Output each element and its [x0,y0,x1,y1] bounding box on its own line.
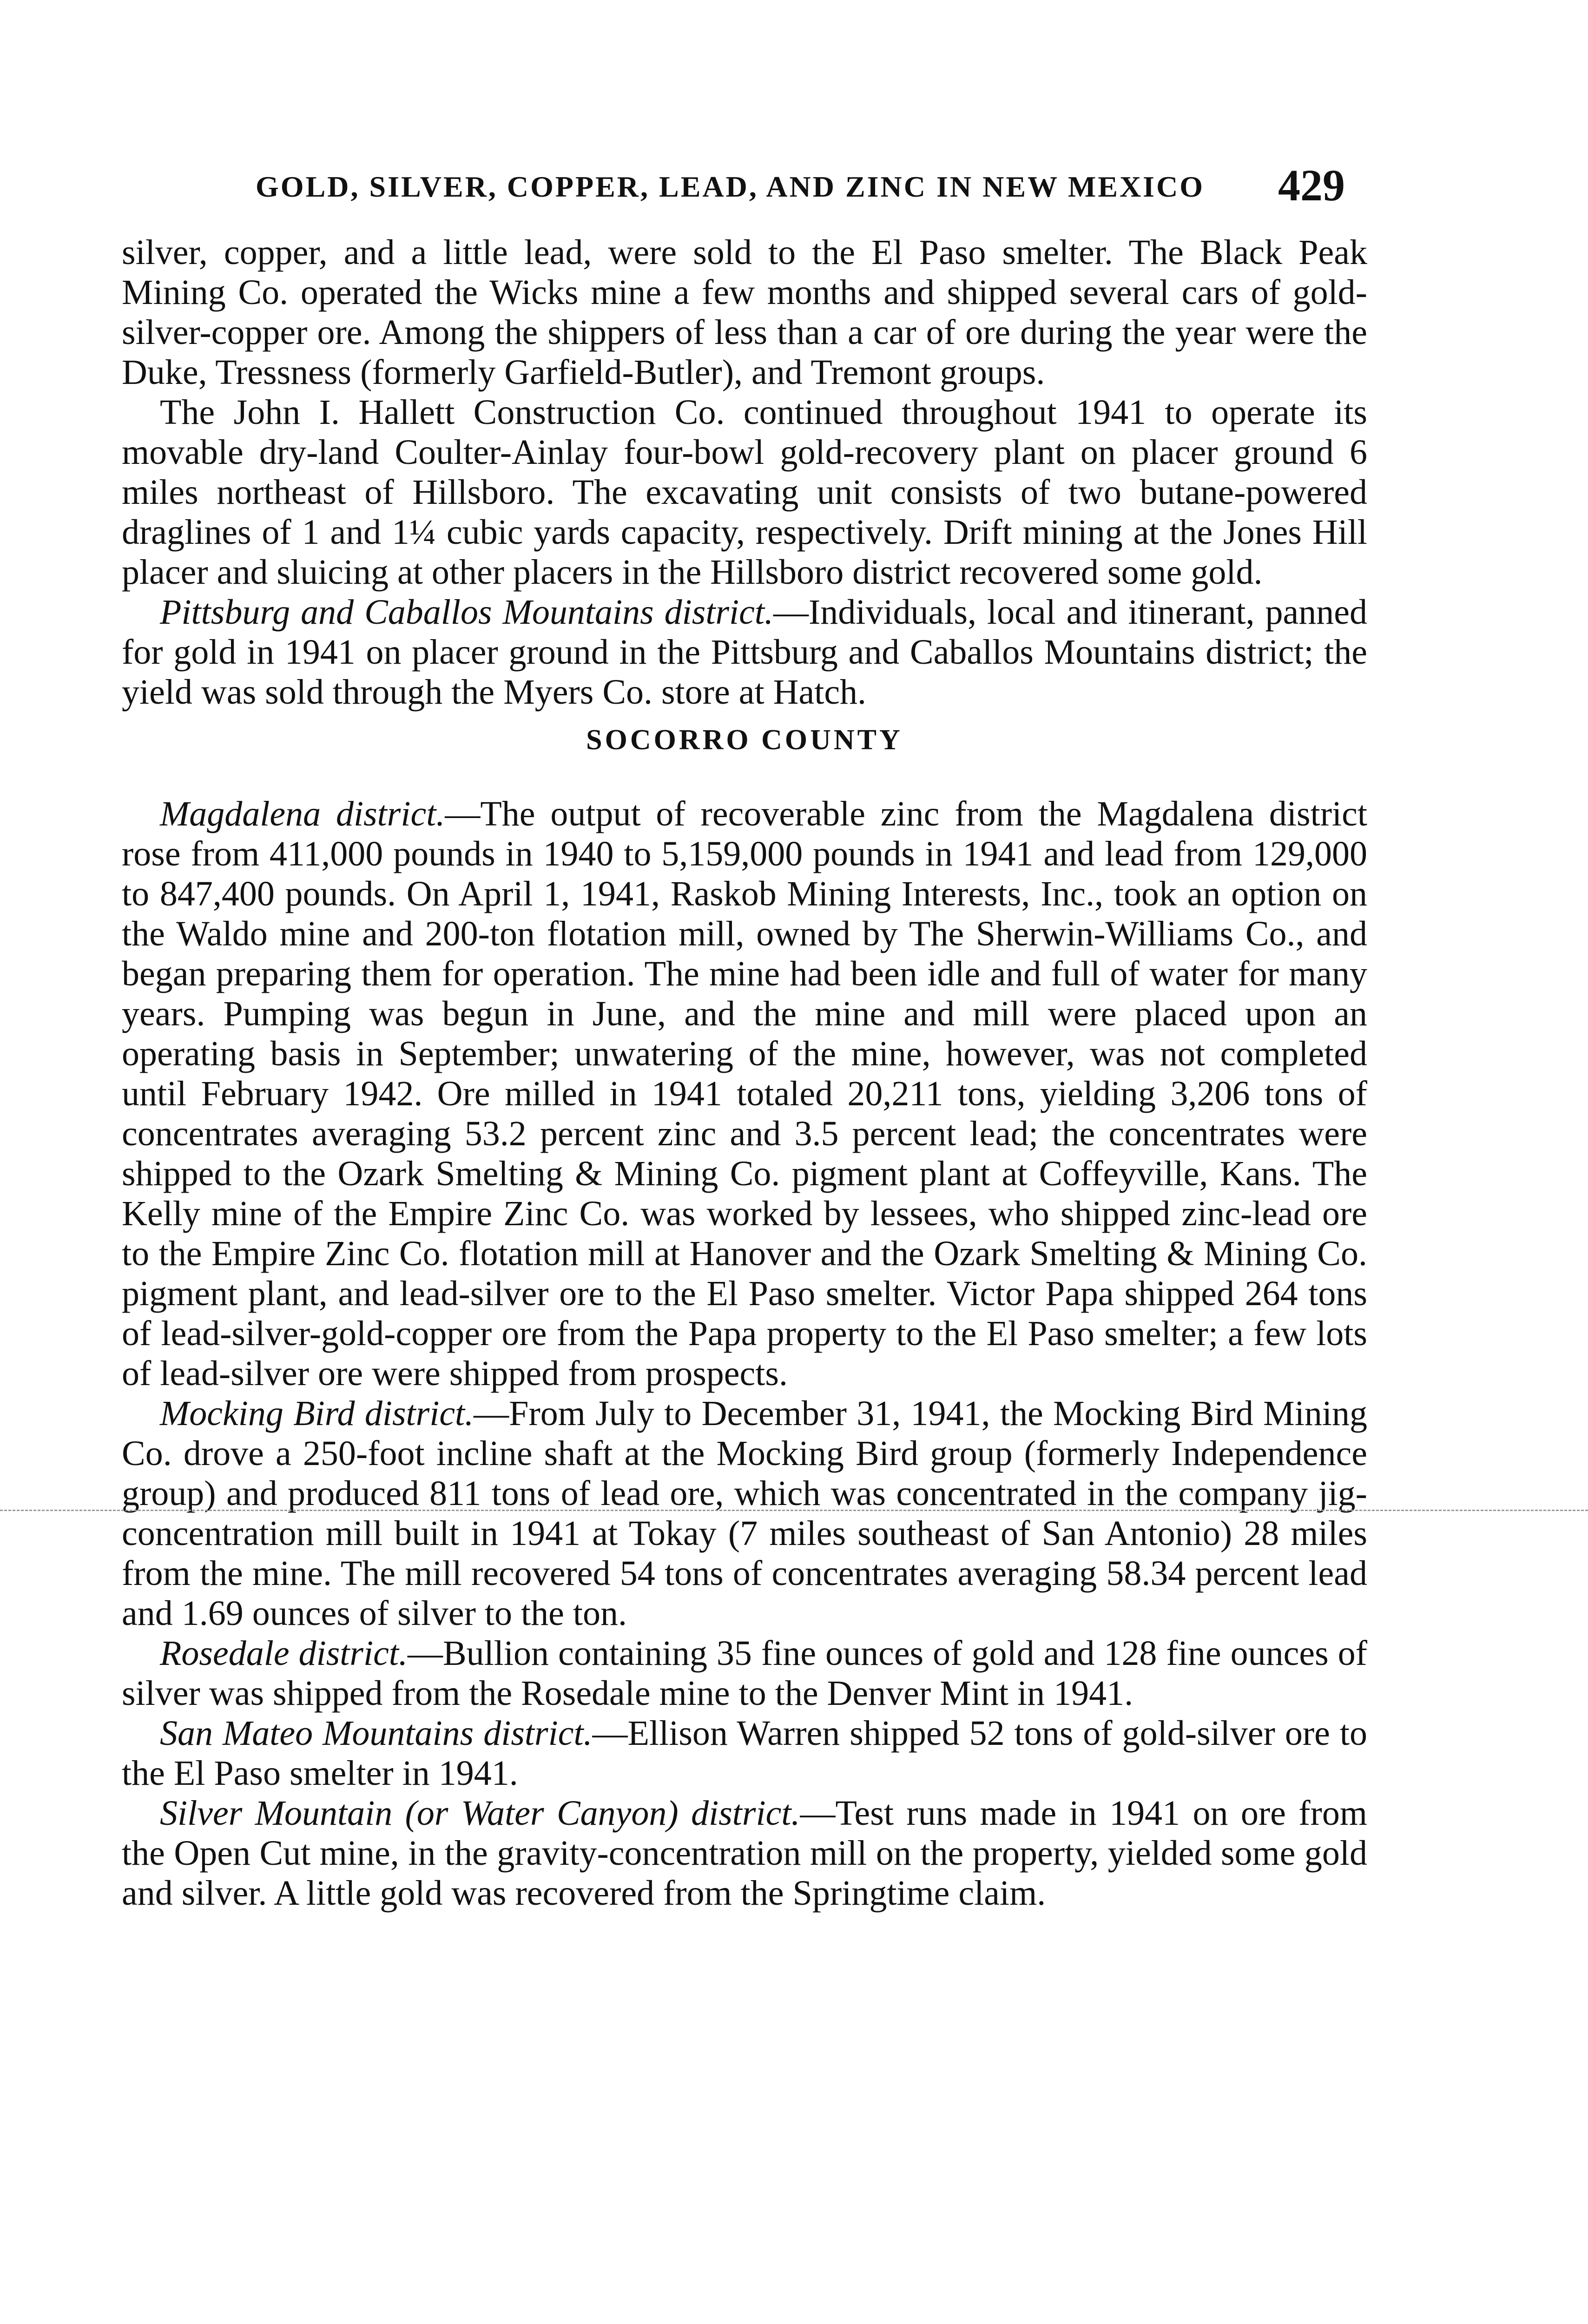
page-number: 429 [1278,160,1345,210]
section-heading: SOCORRO COUNTY [586,724,903,756]
district-name: Magdalena district. [160,794,445,833]
paragraph-text: The John I. Hallett Construction Co. continued throughout 1941 to operate its movable dry-land Coulter-Ainlay four-bowl gold-recovery plant on placer ground 6 miles northeast of Hillsboro. The excavating unit consists of two butane-powered draglines of 1 and 1¼ cubic yards capacity, respectively. Drift mining at the Jones Hill placer and sluicing at other placers in the Hillsboro district recovered some gold. [122,393,1367,592]
paragraph-text: —From July to December 31, 1941, the Mocking Bird Mining Co. drove a 250-foot incline shaft at the Mocking Bird group (formerly Independence group) and produced 811 tons of lead ore, which was concentrated in the company jig-concentration mill built in 1941 at Tokay (7 miles southeast of San Antonio) 28 miles from the mine. The mill recovered 54 tons of concentrates averaging 58.34 percent lead and 1.69 ounces of silver to the ton. [122,1394,1367,1633]
paragraph-text: —Test runs made in 1941 on ore from the Open Cut mine, in the gravity-concentration mill on the property, yielded some gold and silver. A little gold was recovered from the Springtime claim. [122,1794,1367,1913]
paragraph-text: —The output of recoverable zinc from the Magdalena district rose from 411,000 pounds in 1940 to 5,159,000 pounds in 1941 and lead from 129,000 to 847,400 pounds. On April 1, 1941, Raskob Mining Interests, Inc., took an option on the Waldo mine and 200-ton flotation mill, owned by The Sherwin-Williams Co., and began preparing them for operation. The mine had been idle and full of water for many years. Pumping was begun in June, and the mine and mill were placed upon an operating basis in September; unwatering of the mine, however, was not completed until February 1942. Ore milled in 1941 totaled 20,211 tons, yielding 3,206 tons of concentrates averaging 53.2 percent zinc and 3.5 percent lead; the concentrates were shipped to the Ozark Smelting & Mining Co. pigment plant at Coffeyville, Kans. The Kelly mine of the Empire Zinc Co. was worked by lessees, who shipped zinc-lead ore to the Empire Zinc Co. flotation mill at Hanover and the Ozark Smelting & Mining Co. pigment plant, and lead-silver ore to the El Paso smelter. Victor Papa shipped 264 tons of lead-silver-gold-copper ore from the Papa property to the El Paso smelter; a few lots of lead-silver ore were shipped from prospects. [122,794,1367,1393]
paragraph-pittsburg [122,592,1367,712]
paragraph-hallett [122,392,1367,592]
paragraph-rosedale [122,1633,1367,1713]
district-name: Mocking Bird district. [160,1394,474,1433]
district-name: Pittsburg and Caballos Mountains district. [160,593,773,632]
paragraph-magdalena [122,794,1367,1393]
scan-fold-line [0,1510,1588,1511]
paragraph-mocking-bird [122,1393,1367,1633]
district-name: Silver Mountain (or Water Canyon) district. [160,1794,800,1833]
paragraph-text: silver, copper, and a little lead, were sold to the El Paso smelter. The Black Peak Mining Co. operated the Wicks mine a few months and shipped several cars of gold-silver-copper ore. Among the shippers of less than a car of ore during the year were the Duke, Tressness (formerly Garfield-Butler), and Tremont groups. [122,233,1367,392]
paragraph-san-mateo [122,1713,1367,1793]
district-name: San Mateo Mountains district. [160,1714,593,1753]
paragraph-text: —Individuals, local and itinerant, panned for gold in 1941 on placer ground in the Pittsburg and Caballos Mountains district; the yield was sold through the Myers Co. store at Hatch. [122,593,1367,712]
paragraph-text: —Bullion containing 35 fine ounces of gold and 128 fine ounces of silver was shipped from the Rosedale mine to the Denver Mint in 1941. [122,1634,1367,1713]
paragraph-continuation [122,232,1367,392]
page-header [112,151,1366,210]
body-text [122,232,1367,1913]
district-name: Rosedale district. [160,1634,408,1673]
paragraph-silver-mountain [122,1793,1367,1913]
running-head: GOLD, SILVER, COPPER, LEAD, AND ZINC IN NEW MEXICO [256,170,1205,203]
paragraph-text: —Ellison Warren shipped 52 tons of gold-silver ore to the El Paso smelter in 1941. [122,1714,1367,1793]
